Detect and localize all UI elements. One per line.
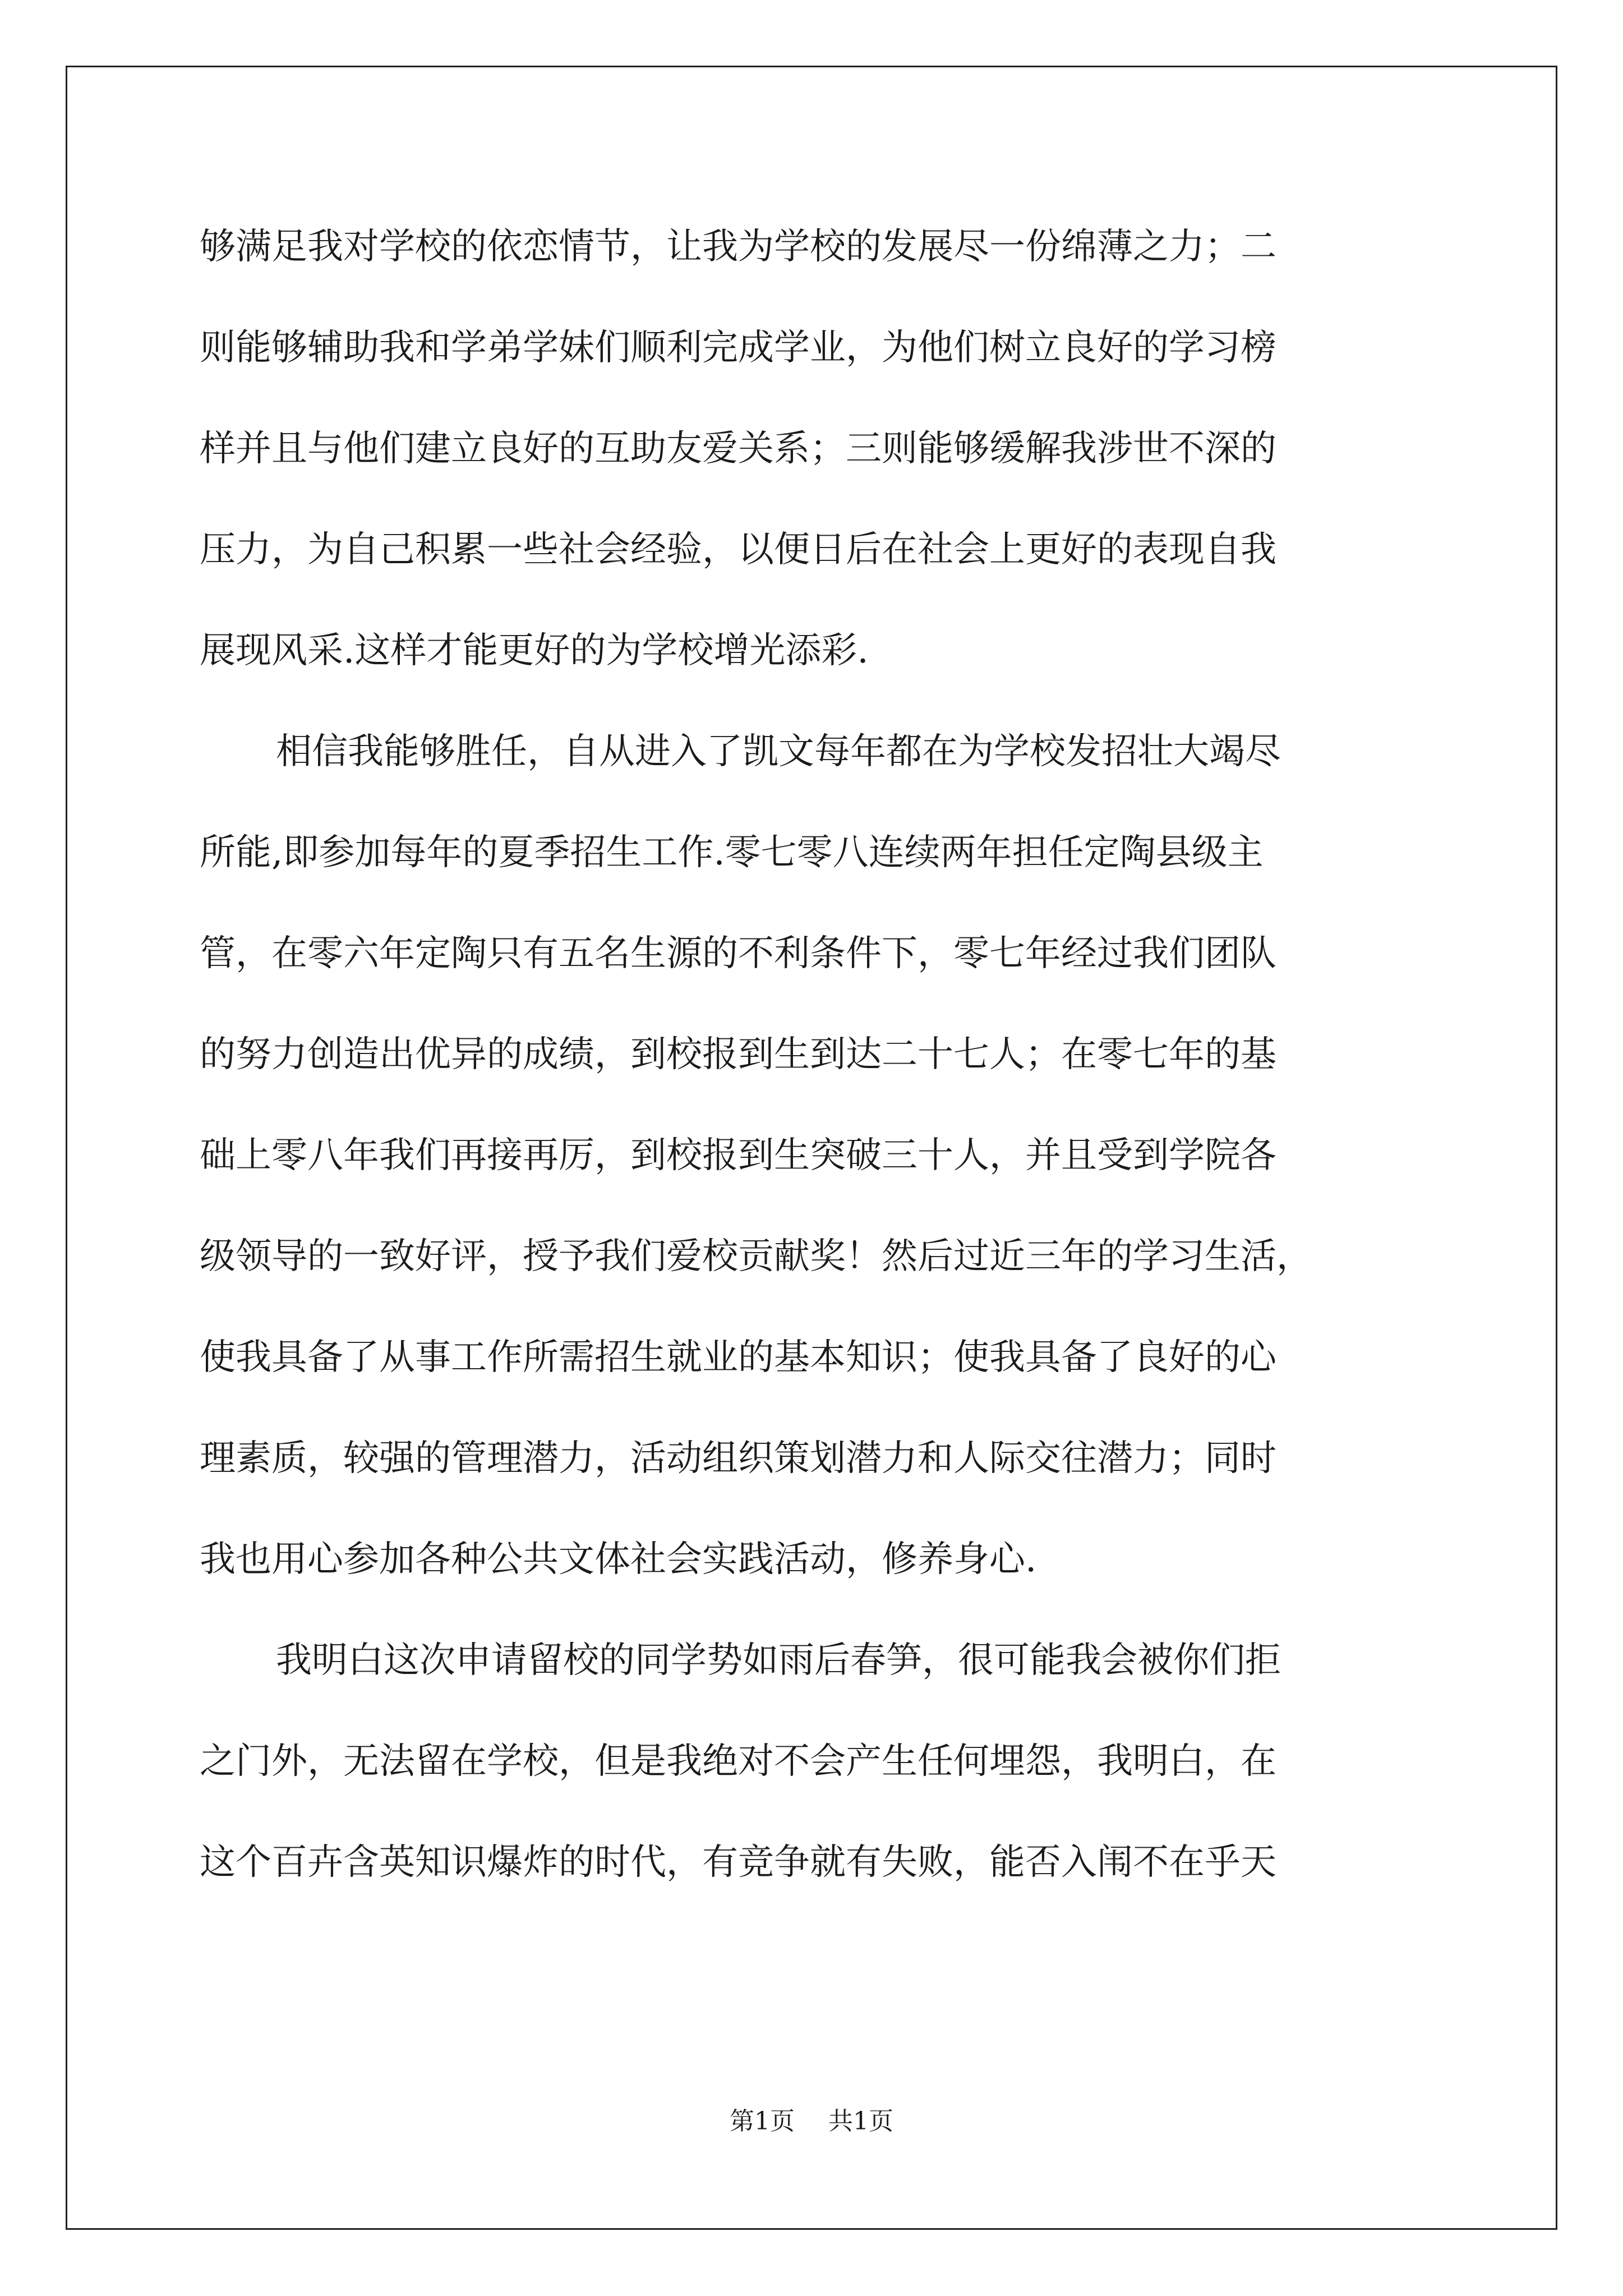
text-line: 则能够辅助我和学弟学妹们顺利完成学业，为他们树立良好的学习榜 (200, 327, 1276, 369)
text-line: 样并且与他们建立良好的互助友爱关系；三则能够缓解我涉世不深的 (200, 428, 1276, 470)
text-line: 展现风采.这样才能更好的为学校增光添彩. (200, 630, 869, 671)
text-line: 管，在零六年定陶只有五名生源的不利条件下，零七年经过我们团队 (200, 933, 1276, 974)
text-line: 我也用心参加各种公共文体社会实践活动，修养身心. (200, 1539, 1037, 1580)
document-body (200, 213, 1433, 1930)
text-line: 所能,即参加每年的夏季招生工作.零七零八连续两年担任定陶县级主 (200, 832, 1264, 873)
text-line: 我明白这次申请留校的同学势如雨后春笋，很可能我会被你们拒 (276, 1640, 1281, 1681)
page-footer (0, 2105, 1623, 2138)
text-line: 使我具备了从事工作所需招生就业的基本知识；使我具备了良好的心 (200, 1337, 1276, 1378)
page-number-total: 共1页 (828, 2107, 893, 2136)
text-line: 相信我能够胜任，自从进入了凯文每年都在为学校发招壮大竭尽 (276, 731, 1281, 772)
page-number-current: 第1页 (730, 2107, 795, 2136)
text-line: 础上零八年我们再接再厉，到校报到生突破三十人，并且受到学院各 (200, 1135, 1276, 1176)
text-line: 级领导的一致好评，授予我们爱校贡献奖！然后过近三年的学习生活， (200, 1236, 1312, 1277)
text-line: 压力，为自己积累一些社会经验，以便日后在社会上更好的表现自我 (200, 529, 1276, 570)
text-line: 的努力创造出优异的成绩，到校报到生到达二十七人；在零七年的基 (200, 1034, 1276, 1075)
text-line: 这个百卉含英知识爆炸的时代，有竞争就有失败，能否入闱不在乎天 (200, 1842, 1276, 1883)
text-line: 够满足我对学校的依恋情节，让我为学校的发展尽一份绵薄之力；二 (200, 226, 1276, 268)
text-line: 之门外，无法留在学校，但是我绝对不会产生任何埋怨，我明白，在 (200, 1741, 1276, 1782)
text-line: 理素质，较强的管理潜力，活动组织策划潜力和人际交往潜力；同时 (200, 1438, 1276, 1479)
